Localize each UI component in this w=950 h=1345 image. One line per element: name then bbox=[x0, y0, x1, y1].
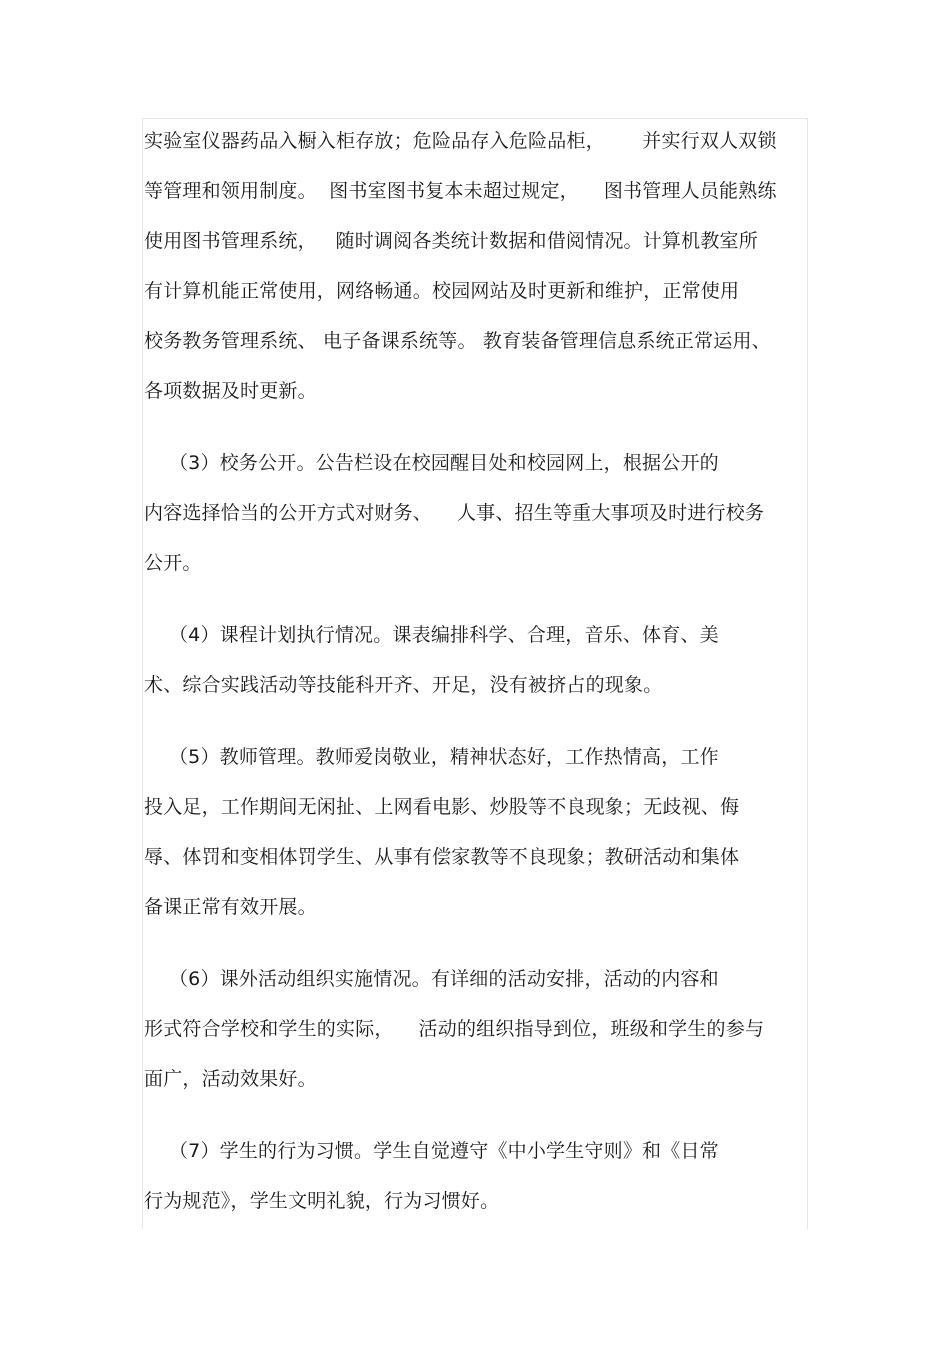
text-line: 校务教务管理系统、 电子备课系统等。 教育装备管理信息系统正常运用、 bbox=[144, 330, 771, 352]
text-line: 使用图书管理系统， 随时调阅各类统计数据和借阅情况。计算机教室所 bbox=[144, 230, 758, 252]
text-line: 术、综合实践活动等技能科开齐、开足，没有被挤占的现象。 bbox=[144, 674, 663, 696]
paragraph-5-line: （5）教师管理。教师爱岗敬业，精神状态好，工作热情高，工作 bbox=[144, 746, 719, 768]
text-line: 公开。 bbox=[144, 552, 202, 574]
paragraph-6-line: （6）课外活动组织实施情况。有详细的活动安排，活动的内容和 bbox=[144, 968, 719, 990]
text-line: 有计算机能正常使用，网络畅通。校园网站及时更新和维护，正常使用 bbox=[144, 280, 740, 302]
text-line: 各项数据及时更新。 bbox=[144, 380, 317, 402]
text-line: 辱、体罚和变相体罚学生、从事有偿家教等不良现象；教研活动和集体 bbox=[144, 846, 740, 868]
paragraph-7-line: （7）学生的行为习惯。学生自觉遵守《中小学生守则》和《日常 bbox=[144, 1140, 719, 1162]
paragraph-3-line: （3）校务公开。公告栏设在校园醒目处和校园网上，根据公开的 bbox=[144, 452, 719, 474]
text-line: 行为规范》，学生文明礼貌，行为习惯好。 bbox=[144, 1190, 500, 1212]
paragraph-4-line: （4）课程计划执行情况。课表编排科学、合理，音乐、体育、美 bbox=[144, 624, 719, 646]
text-line: 备课正常有效开展。 bbox=[144, 896, 317, 918]
text-line: 内容选择恰当的公开方式对财务、 人事、招生等重大事项及时进行校务 bbox=[144, 502, 765, 524]
text-line: 等管理和领用制度。 图书室图书复本未超过规定， 图书管理人员能熟练 bbox=[144, 180, 777, 202]
text-line: 形式符合学校和学生的实际， 活动的组织指导到位，班级和学生的参与 bbox=[144, 1018, 765, 1040]
text-line: 投入足，工作期间无闲扯、上网看电影、炒股等不良现象；无歧视、侮 bbox=[144, 796, 740, 818]
text-line: 面广，活动效果好。 bbox=[144, 1068, 317, 1090]
text-line: 实验室仪器药品入橱入柜存放；危险品存入危险品柜， 并实行双人双锁 bbox=[144, 130, 777, 152]
